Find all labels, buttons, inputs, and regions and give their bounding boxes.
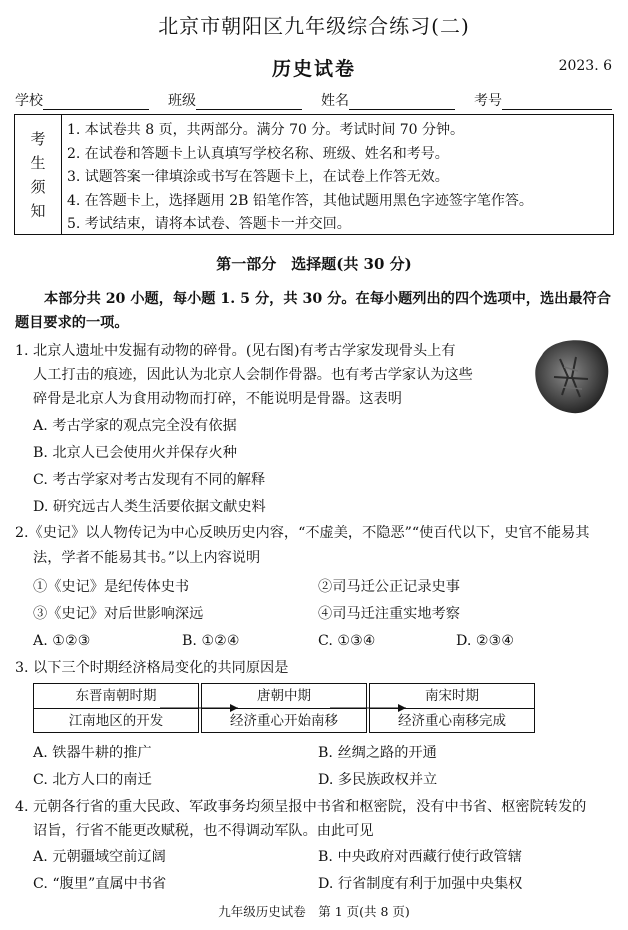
section-title: 第一部分 选择题(共 30 分) [216,255,412,273]
q4-option-d: D. 行省制度有利于加强中央集权 [318,876,523,892]
notice-item: 5. 考试结束，请将本试卷、答题卡一并交回。 [67,216,351,232]
q1-option-b: B. 北京人已会使用火并保存火种 [33,445,237,461]
q2-option-c: C. ①③④ [318,633,376,649]
q1-stem: 人工打击的痕迹，因此认为北京人会制作骨器。也有考古学家认为这些 [33,367,473,383]
notice-item: 2. 在试卷和答题卡上认真填写学校名称、班级、姓名和考号。 [67,145,449,162]
flow-period: 东晋南朝时期 [34,684,198,709]
flow-box-3 [369,683,535,733]
notice-box [14,114,614,235]
notice-item: 1. 本试卷共 8 页，共两部分。满分 70 分。考试时间 70 分钟。 [67,122,465,138]
section-intro-cont: 题目要求的一项。 [15,315,129,331]
q2-statement-1: ①《史记》是纪传体史书 [33,579,190,595]
q3-option-d: D. 多民族政权并立 [318,772,438,788]
q3-option-b: B. 丝绸之路的开通 [318,745,437,761]
flow-period: 唐朝中期 [202,684,366,709]
section-intro: 本部分共 20 小题，每小题 1. 5 分，共 30 分。在每小题列出的四个选项中，选出最符合 [44,291,611,307]
q1-option-a: A. 考古学家的观点完全没有依据 [33,418,237,434]
bone-fragment-image [532,337,612,417]
q4-option-c: C. “腹里”直属中书省 [33,876,167,892]
q3-option-c: C. 北方人口的南迁 [33,772,152,788]
q3-option-a: A. 铁器牛耕的推广 [33,745,152,761]
q2-option-d: D. ②③④ [456,633,515,649]
flow-event: 经济重心开始南移 [230,713,338,729]
flow-box-1 [33,683,199,733]
name-field: 姓名 [321,90,455,110]
flow-event: 经济重心南移完成 [398,713,506,729]
q2-statement-4: ④司马迁注重实地考察 [318,606,460,622]
q1-option-c: C. 考古学家对考古发现有不同的解释 [33,472,266,488]
notice-label: 考 生 须 知 [15,115,62,234]
exam-number-field: 考号 [474,90,612,110]
class-field: 班级 [168,90,302,110]
q2-statement-3: ③《史记》对后世影响深远 [33,606,204,622]
notice-item: 4. 在答题卡上，选择题用 2B 铅笔作答，其他试题用黑色字迹签字笔作答。 [67,192,533,209]
q2-stem: 2.《史记》以人物传记为中心反映历史内容，“不虚美，不隐恶”“使百代以下，史官不能易其 [15,525,590,541]
q1-stem: 1. 北京人遗址中发掘有动物的碎骨。(见右图)有考古学家发现骨头上有 [15,343,456,359]
flow-event: 江南地区的开发 [68,713,164,729]
q2-option-b: B. ①②④ [182,633,240,649]
q4-stem: 诏旨，行省不能更改赋税，也不得调动军队。由此可见 [33,823,374,839]
page-footer: 九年级历史试卷 第 1 页(共 8 页) [218,904,410,919]
exam-date: 2023. 6 [558,58,612,74]
q2-stem: 法，学者不能易其书。”以上内容说明 [33,550,261,566]
q2-statement-2: ②司马迁公正记录史事 [318,579,460,595]
school-field: 学校 [15,90,149,110]
q1-stem: 碎骨是北京人为食用动物而打碎，不能说明是骨器。这表明 [33,391,402,407]
q3-stem: 3. 以下三个时期经济格局变化的共同原因是 [15,660,289,676]
notice-item: 3. 试题答案一律填涂或书写在答题卡上，在试卷上作答无效。 [67,169,449,185]
flow-box-2 [201,683,367,733]
q4-option-b: B. 中央政府对西藏行使行政管辖 [318,849,522,865]
q2-option-a: A. ①②③ [33,633,91,649]
notice-items [67,119,533,237]
exam-title: 北京市朝阳区九年级综合练习(二) [158,14,470,38]
q4-stem: 4. 元朝各行省的重大民政、军政事务均须呈报中书省和枢密院，没有中书省、枢密院转发的 [15,799,587,815]
q1-option-d: D. 研究远古人类生活要依据文献史料 [33,499,266,515]
exam-subtitle: 历史试卷 [271,58,356,80]
q4-option-a: A. 元朝疆域空前辽阔 [33,849,166,865]
flow-period: 南宋时期 [370,684,534,709]
